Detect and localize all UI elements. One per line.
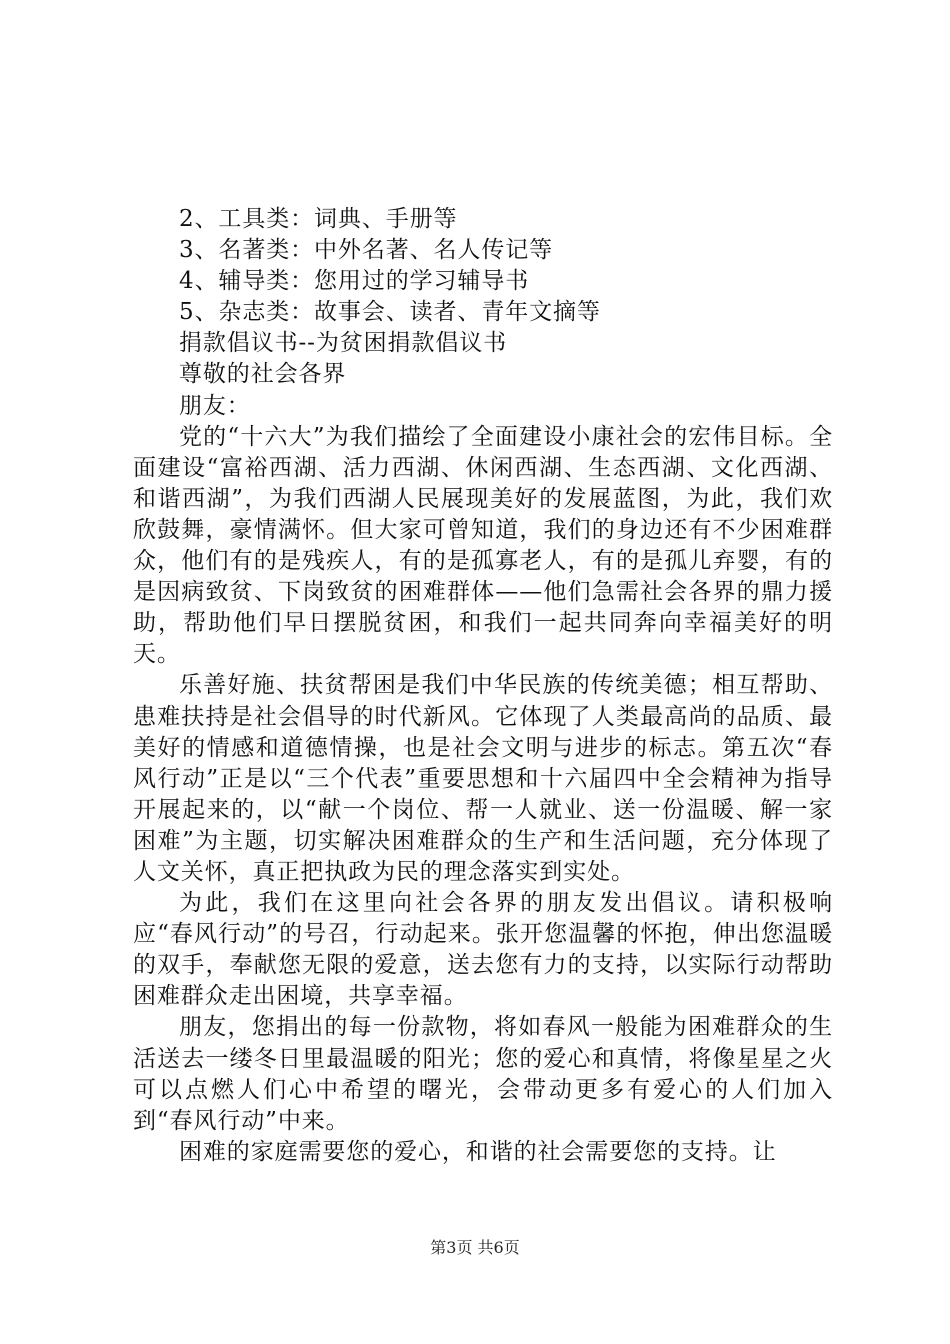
salutation-line: 尊敬的社会各界: [179, 361, 347, 388]
body-paragraph: 乐善好施、扶贫帮困是我们中华民族的传统美德；相互帮助、患难扶持是社会倡导的时代新风。它体现了人类最高尚的品质、最美好的情感和道德情操，也是社会文明与进步的标志。第五次“春风行动”正是以“三个代表”重要思想和十六届四中全会精神为指导开展起来的，以“献一个岗位、帮一人就业、送一份温暖、解一家困难”为主题，切实解决困难群众的生产和生活问题，充分体现了人文关怀，真正把执政为民的理念落实到实处。: [133, 672, 833, 885]
document-body: [133, 204, 833, 1168]
list-item: 4、辅导类：您用过的学习辅导书: [179, 268, 530, 295]
body-paragraph: 困难的家庭需要您的爱心，和谐的社会需要您的支持。让: [179, 1138, 777, 1165]
body-paragraph: 党的“十六大”为我们描绘了全面建设小康社会的宏伟目标。全面建设“富裕西湖、活力西湖、休闲西湖、生态西湖、文化西湖、和谐西湖”，为我们西湖人民展现美好的发展蓝图，为此，我们欢欣鼓舞，豪情满怀。但大家可曾知道，我们的身边还有不少困难群众，他们有的是残疾人，有的是孤寡老人，有的是孤儿弃婴，有的是因病致贫、下岗致贫的困难群体——他们急需社会各界的鼎力援助，帮助他们早日摆脱贫困，和我们一起共同奔向幸福美好的明天。: [133, 423, 833, 668]
document-heading: 捐款倡议书--为贫困捐款倡议书: [179, 330, 508, 357]
list-item: 5、杂志类：故事会、读者、青年文摘等: [179, 299, 601, 326]
list-item: 2、工具类：词典、手册等: [179, 206, 458, 232]
list-item: 3、名著类：中外名著、名人传记等: [179, 237, 554, 264]
salutation-line: 朋友：: [179, 392, 251, 419]
body-paragraph: 为此，我们在这里向社会各界的朋友发出倡议。请积极响应“春风行动”的号召，行动起来。张开您温馨的怀抱，伸出您温暖的双手，奉献您无限的爱意，送去您有力的支持，以实际行动帮助困难群众走出困境，共享幸福。: [133, 890, 833, 1010]
body-paragraph: 朋友，您捐出的每一份款物，将如春风一般能为困难群众的生活送去一缕冬日里最温暖的阳光；您的爱心和真情，将像星星之火可以点燃人们心中希望的曙光，会带动更多有爱心的人们加入到“春风行动”中来。: [133, 1014, 833, 1134]
page-number-footer: 第3页 共6页: [430, 1238, 520, 1257]
